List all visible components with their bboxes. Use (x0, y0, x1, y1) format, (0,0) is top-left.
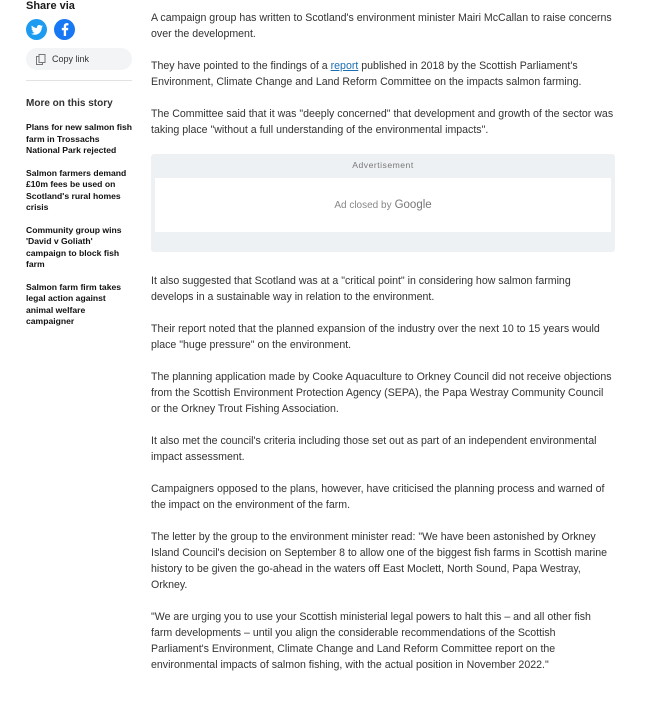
copy-link-button[interactable] (26, 48, 132, 70)
twitter-icon (31, 25, 43, 35)
related-story-link[interactable]: Community group wins 'David v Goliath' campaign to block fish farm (26, 224, 122, 269)
twitter-share-button[interactable] (26, 19, 47, 40)
article-paragraph: It also met the council's criteria including those set out as part of an independent environmental impact assessment. (151, 435, 597, 463)
paragraph-text: published in 2018 by the Scottish Parliament's Environment, Climate Change and Land Reform Committee on the impacts salmon farming. (151, 60, 582, 88)
more-on-story-title: More on this story (26, 98, 113, 109)
share-sidebar (26, 0, 134, 326)
advertisement-label: Advertisement (352, 160, 414, 170)
report-link[interactable]: report (330, 60, 359, 72)
related-stories-list (26, 122, 132, 339)
article-paragraph: Their report noted that the planned expansion of the industry over the next 10 to 15 years would place "huge pressure" on the environment. (151, 323, 600, 351)
article-paragraph: The planning application made by Cooke Aquaculture to Orkney Council did not receive objections from the Scottish Environment Protection Agency (SEPA), the Papa Westray Community Council or the Orkney Trout Fishing Association. (151, 371, 612, 415)
facebook-icon (61, 23, 69, 36)
advertisement-slot (151, 154, 615, 252)
social-buttons (26, 19, 75, 40)
article-paragraph: Campaigners opposed to the plans, however, have criticised the planning process and warned of the impact on the environment of the farm. (151, 483, 605, 511)
related-story-link[interactable]: Plans for new salmon fish farm in Trossachs National Park rejected (26, 122, 133, 155)
article-paragraph: "We are urging you to use your Scottish ministerial legal powers to halt this – and all other fish farm developments – until you align the considerable recommendations of the Scottish Parliament's Environment, Climate Change and Land Reform Committee report on the environmental impacts of salmon fishing, with the actual position in November 2022." (151, 611, 591, 671)
sidebar-divider (26, 80, 132, 81)
facebook-share-button[interactable] (54, 19, 75, 40)
google-brand: Google (394, 199, 432, 211)
copy-icon (36, 54, 46, 65)
article-body (151, 10, 615, 689)
copy-link-label: Copy link (52, 54, 90, 64)
article-paragraph (151, 58, 615, 90)
article-paragraph: The Committee said that it was "deeply concerned" that development and growth of the sector was taking place "without a full understanding of the environmental impacts". (151, 108, 614, 136)
ad-closed-box (155, 178, 611, 232)
article-paragraph: It also suggested that Scotland was at a "critical point" in considering how salmon farming develops in a sustainable way in relation to the environment. (151, 275, 571, 303)
ad-closed-text: Ad closed by (334, 199, 392, 211)
article-paragraph: The letter by the group to the environment minister read: "We have been astonished by Orkney Island Council's decision on September 8 to allow one of the biggest fish farms in Scottish marine history to be given the go-ahead in the waters off East Moclett, North Sound, Papa Westray, Orkney. (151, 531, 608, 591)
related-story-link[interactable]: Salmon farm firm takes legal action against animal welfare campaigner (26, 281, 122, 326)
paragraph-text: They have pointed to the findings of a (151, 60, 331, 72)
article-paragraph: A campaign group has written to Scotland's environment minister Mairi McCallan to raise concerns over the development. (151, 12, 612, 40)
share-title: Share via (26, 0, 75, 12)
related-story-link[interactable]: Salmon farmers demand £10m fees be used on Scotland's rural homes crisis (26, 167, 127, 212)
